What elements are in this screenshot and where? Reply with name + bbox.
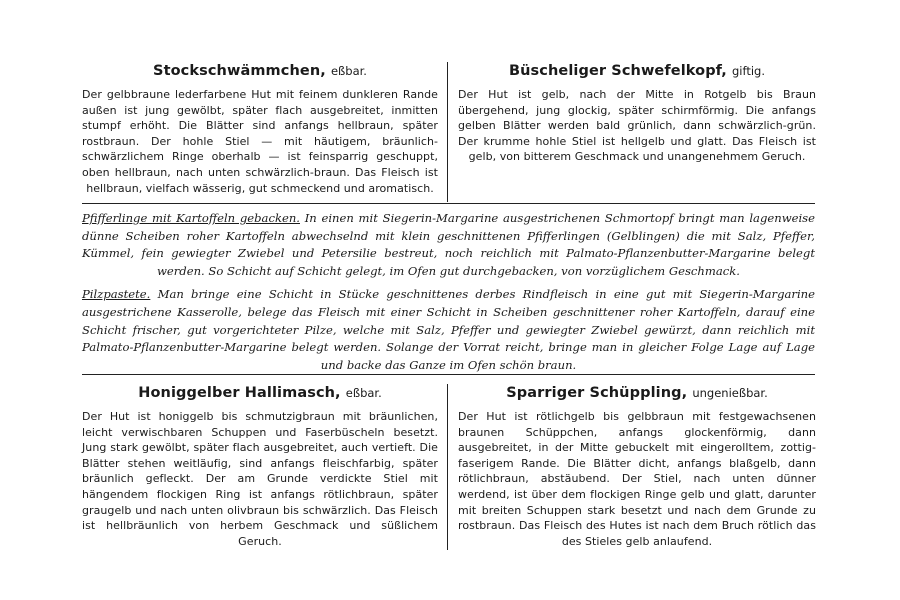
horizontal-rule-bottom <box>82 374 815 375</box>
entry-edibility: ungenießbar. <box>692 386 768 400</box>
entry-description: Der Hut ist rötlichgelb bis gelbbraun mit festgewachsenen braunen Schüppchen, anfangs glockenförmig, dann ausgebreitet, in der Mitte gebuckelt mit eingerolltem, zottig-faserigem Rande. Die Blätter dicht, anfangs blaßgelb, dann rötlichbraun, abstäubend. Der Stiel, nach unten dünner werdend, ist über dem flockigen Ringe gelb und glatt, darunter mit breiten Schuppen stark besetzt und nach dem Grunde zu rostbraun. Das Fleisch des Hutes ist nach dem Bruch rötlich das des Stieles gelb anlaufend. <box>458 410 816 548</box>
entry-heading <box>458 382 816 403</box>
recipe-title: Pfifferlinge mit Kartoffeln gebacken. <box>82 211 300 225</box>
mushroom-entry-schuppling <box>458 382 816 549</box>
entry-edibility: eßbar. <box>345 386 382 400</box>
column-divider-bottom <box>447 384 448 550</box>
recipe-title: Pilzpastete. <box>82 287 151 302</box>
entry-heading <box>82 60 438 81</box>
mushroom-entry-stockschwaemmchen <box>82 60 438 196</box>
recipes-section <box>82 210 815 380</box>
entry-title: Honiggelber Hallimasch, <box>138 385 341 401</box>
entry-title: Büscheliger Schwefelkopf, <box>508 63 727 79</box>
entry-title: Sparriger Schüppling, <box>506 385 688 401</box>
entry-edibility: giftig. <box>732 64 766 78</box>
mushroom-entry-schwefelkopf <box>458 60 816 165</box>
recipe-pfifferlinge <box>82 210 815 280</box>
entry-edibility: eßbar. <box>330 64 367 78</box>
recipe-text: Man bringe eine Schicht in Stücke geschnittenes derbes Rindfleisch in eine gut mit Siegerin-Margarine ausgestrichene Kasserolle, belege das Fleisch mit einer Schicht in Scheiben geschnittener roher Kartoffeln, darauf eine Schicht frischer, gut vorgerichteter Pilze, welche mit Salz, Pfeffer und gewiegter Zwiebel gewürzt, dann reichlich mit Palmato-Pflanzenbutter-Margarine belegt werden. Solange der Vorrat reicht, bringe man in gleicher Folge Lage auf Lage und backe das Ganze im Ofen schön braun. <box>82 287 815 372</box>
horizontal-rule-top <box>82 203 815 204</box>
entry-description: Der Hut ist gelb, nach der Mitte in Rotgelb bis Braun übergehend, jung glockig, später schirmförmig. Die anfangs gelben Blätter werden bald grünlich, dann schwärzlich-grün. Der krumme hohle Stiel ist hellgelb und glatt. Das Fleisch ist gelb, von bitterem Geschmack und unangenehmem Geruch. <box>458 88 816 164</box>
entry-description: Der gelbbraune lederfarbene Hut mit feinem dunkleren Rande außen ist jung gewölbt, später flach ausgebreitet, inmitten stumpf erhöht. Die Blätter sind anfangs hellbraun, später rostbraun. Der hohle Stiel — mit häutigem, bräunlich-schwärzlichem Ringe oberhalb — ist feinsparrig geschuppt, oben hellbraun, nach unten schwärzlich-braun. Das Fleisch ist hellbraun, vielfach wässerig, gut schmeckend und aromatisch. <box>82 88 438 195</box>
recipe-text: In einen mit Siegerin-Margarine ausgestrichenen Schmortopf bringt man lagenweise dünne Scheiben roher Kartoffeln abwechselnd mit klein geschnittenen Pfifferlingen (Gelblingen) die mit Salz, Pfeffer, Kümmel, fein gewiegter Zwiebel und Petersilie bestreut, noch reichlich mit Palmato-Pflanzenbutter-Margarine belegt werden. So Schicht auf Schicht gelegt, im Ofen gut durchgebacken, von vorzüglichem Geschmack. <box>82 211 815 278</box>
mushroom-entry-hallimasch <box>82 382 438 549</box>
entry-heading <box>82 382 438 403</box>
entry-description: Der Hut ist honiggelb bis schmutzigbraun mit bräunlichen, leicht verwischbaren Schuppen und Faserbüscheln besetzt. Jung stark gewölbt, später flach ausgebreitet, auch vertieft. Die Blätter stehen weitläufig, sind anfangs fleischfarbig, später bräunlich gefleckt. Der am Grunde verdickte Stiel mit hängendem flockigen Ring ist anfangs rötlichbraun, später graugelb und nach unten olivbraun bis schwärzlich. Das Fleisch ist hellbräunlich von herbem Geschmack und süßlichem Geruch. <box>82 410 438 548</box>
column-divider-top <box>447 62 448 202</box>
entry-title: Stockschwämmchen, <box>153 63 326 79</box>
recipe-pilzpastete <box>82 286 815 374</box>
entry-heading <box>458 60 816 81</box>
